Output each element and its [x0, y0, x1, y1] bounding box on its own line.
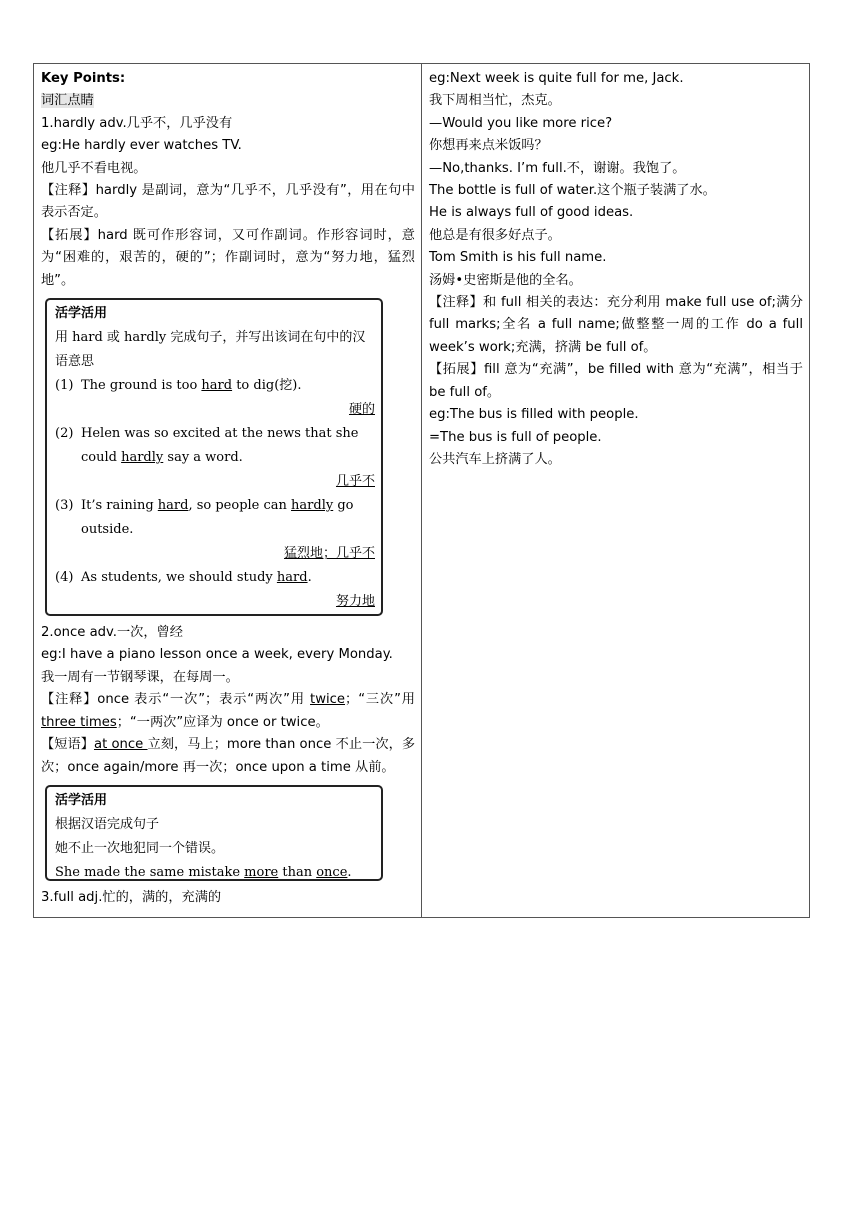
full-note: 【注释】和 full 相关的表达：充分利用 make full use of;满分 full marks;全名 a full name;做整整一周的工作 do a full week’s work;充满，挤满 be full of。 — [429, 295, 803, 355]
item2-phrases: 【短语】at once 立刻，马上；more than once 不止一次，多次；once again/more 再一次；once upon a time 从前。 — [41, 737, 416, 775]
practice1-answer-2: 几乎不 — [335, 474, 375, 490]
item1-extension: 【拓展】hard 既可作形容词，又可作副词。作形容词时，意为“困难的，艰苦的，硬的”；作副词时，意为“努力地，猛烈地”。 — [41, 227, 415, 288]
item3-title: 3.full adj.忙的，满的，充满的 — [41, 889, 222, 905]
answer-word: hard — [201, 378, 233, 394]
answer-word: hard — [157, 498, 189, 514]
practice1-answer-4: 努力地 — [335, 594, 375, 610]
right-line: 汤姆•史密斯是他的全名。 — [429, 272, 582, 288]
item1-note: 【注释】hardly 是副词，意为“几乎不，几乎没有”，用在句中表示否定。 — [41, 183, 415, 221]
item2-note: 【注释】once 表示“一次”；表示“两次”用 twice；“三次”用 three times；“一两次”应译为 once or twice。 — [41, 692, 415, 730]
key-points-heading: Key Points: — [41, 71, 126, 86]
practice1-answer-3: 猛烈地；几乎不 — [283, 546, 375, 562]
right-column — [422, 64, 809, 917]
item1-example-en: eg:He hardly ever watches TV. — [41, 138, 242, 154]
practice-box-1 — [45, 298, 383, 616]
right-line: 他总是有很多好点子。 — [429, 227, 561, 243]
practice2-instruction: 根据汉语完成句子 — [55, 816, 160, 832]
left-column — [34, 64, 422, 917]
fill-extension: 【拓展】fill 意为“充满”，be filled with 意为“充满”，相当于 be full of。 — [429, 362, 803, 400]
practice1-instruction: 用 hard 或 hardly 完成句子，并写出该词在句中的汉语意思 — [55, 330, 366, 370]
bus-example-zh: 公共汽车上挤满了人。 — [429, 451, 561, 467]
answer-word: hard — [276, 570, 308, 586]
practice1-answer-1: 硬的 — [348, 402, 375, 418]
right-line: 我下周相当忙，杰克。 — [429, 93, 561, 109]
item2-example-en: eg:I have a piano lesson once a week, every Monday. — [41, 647, 393, 663]
practice2-title: 活学活用 — [55, 792, 108, 808]
practice2-sentence: She made the same mistake more than once. — [55, 864, 352, 880]
right-line: —Would you like more rice? — [429, 115, 613, 131]
item2-title: 2.once adv.一次，曾经 — [41, 625, 183, 641]
right-line: The bottle is full of water.这个瓶子装满了水。 — [429, 183, 716, 199]
right-line: 你想再来点米饭吗？ — [429, 138, 548, 154]
right-line: —No,thanks. I’m full.不，谢谢。我饱了。 — [429, 160, 686, 176]
right-line: eg:Next week is quite full for me, Jack. — [429, 71, 684, 86]
right-line: He is always full of good ideas. — [429, 205, 634, 221]
key-points-table — [33, 63, 810, 918]
item2-example-zh: 我一周有一节钢琴课，在每周一。 — [41, 669, 239, 685]
answer-word: hardly — [121, 450, 164, 466]
practice1-question-2: (2) Helen was so excited at the news that she could hardly say a word. — [55, 426, 359, 466]
answer-word: hardly — [291, 498, 334, 514]
practice1-question-4: (4) As students, we should study hard. — [55, 570, 312, 586]
item1-example-zh: 他几乎不看电视。 — [41, 160, 147, 176]
item1-title: 1.hardly adv.几乎不，几乎没有 — [41, 115, 233, 131]
practice1-title: 活学活用 — [55, 306, 108, 322]
practice-box-2 — [45, 785, 383, 881]
right-line: Tom Smith is his full name. — [429, 250, 607, 266]
bus-example-1: eg:The bus is filled with people. — [429, 407, 639, 423]
bus-example-2: =The bus is full of people. — [429, 429, 602, 445]
section-label: 词汇点睛 — [41, 93, 94, 109]
practice1-question-3: (3) It’s raining hard, so people can hardly go outside. — [55, 498, 354, 538]
practice1-question-1: (1) The ground is too hard to dig(挖). — [55, 378, 302, 394]
practice2-chinese: 她不止一次地犯同一个错误。 — [55, 840, 225, 856]
